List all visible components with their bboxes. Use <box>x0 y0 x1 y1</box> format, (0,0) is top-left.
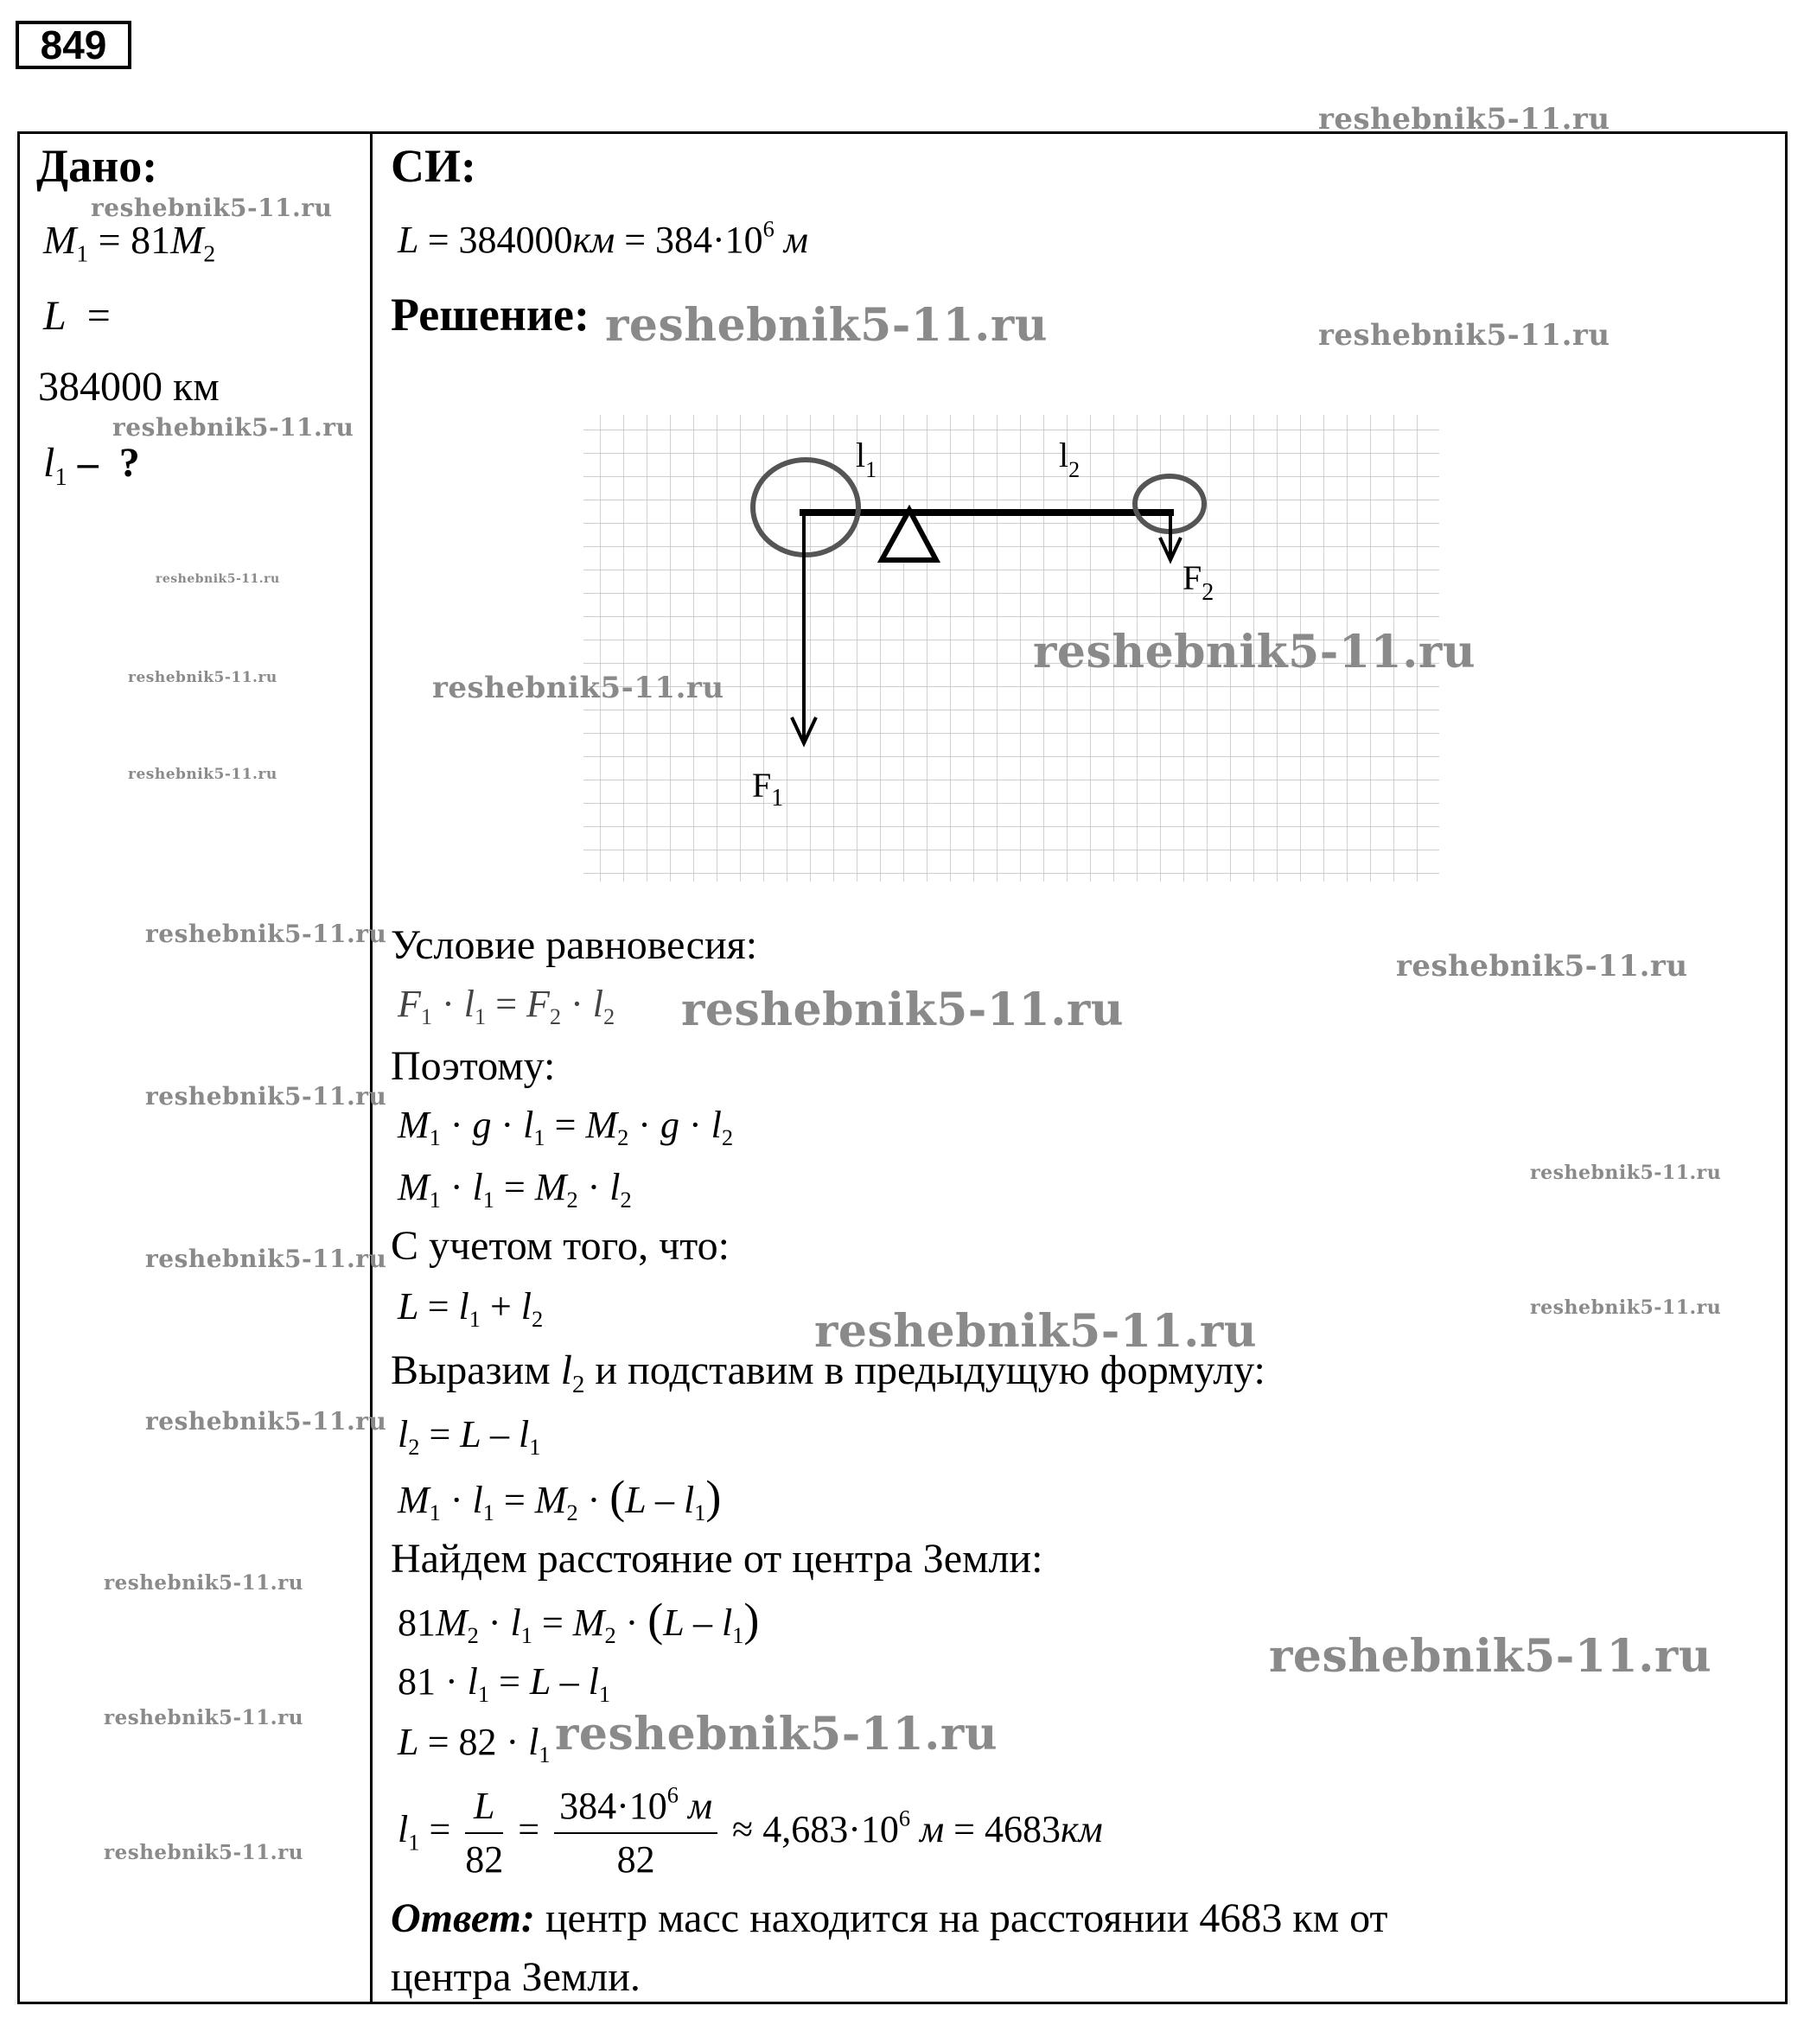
text-express: Выразим $l_2$ и подставим в предыдущую формулу: <box>391 1347 1265 1399</box>
label-l2: $l_2$ <box>1059 436 1080 482</box>
formula-81m2: $81M_2 \cdot l_1 = M_2 \cdot (L - l_1)$ <box>398 1594 760 1649</box>
formula-sum: $L = l_1 + l_2$ <box>398 1285 544 1333</box>
label-f1: $F_1$ <box>752 766 784 812</box>
watermark: reshebnik5-11.ru <box>1318 102 1610 137</box>
text-find: Найдем расстояние от центра Земли: <box>391 1536 1043 1582</box>
watermark: reshebnik5-11.ru <box>145 920 387 948</box>
answer-line-2: центра Земли. <box>391 1954 641 2000</box>
watermark: reshebnik5-11.ru <box>1318 318 1610 353</box>
text-equilibrium: Условие равновесия: <box>391 922 758 968</box>
watermark: reshebnik5-11.ru <box>145 1407 387 1436</box>
watermark: reshebnik5-11.ru <box>91 194 333 222</box>
label-f2: $F_2$ <box>1182 558 1214 606</box>
watermark: reshebnik5-11.ru <box>104 1571 303 1595</box>
watermark: reshebnik5-11.ru <box>432 671 724 705</box>
watermark: reshebnik5-11.ru <box>1396 949 1688 984</box>
formula-forces: $M_1 \cdot g \cdot l_1 = M_2 \cdot g \cdot l_2$ <box>398 1104 734 1151</box>
given-distance-label: L = <box>43 293 111 339</box>
si-heading: СИ: <box>391 140 476 192</box>
formula-l2: $l_2 = L - l_1$ <box>398 1413 541 1461</box>
formula-result: $l_1$ = $\frac{L}{82}$ = $\frac{384\cdot 10^6 м}{82}$ ≈ $4,683\cdot 10^6$ м = 4683км <box>398 1781 1103 1881</box>
si-conversion: $L = 384000км = 384\cdot 10^6$ м <box>398 215 808 261</box>
watermark: reshebnik5-11.ru <box>145 1082 387 1111</box>
watermark: reshebnik5-11.ru <box>681 984 1125 1036</box>
formula-masses: $M_1 \cdot l_1 = M_2 \cdot l_2$ <box>398 1166 632 1213</box>
formula-substituted: $M_1 \cdot l_1 = M_2 \cdot (L - l_1)$ <box>398 1471 722 1526</box>
text-therefore: Поэтому: <box>391 1043 556 1089</box>
watermark: reshebnik5-11.ru <box>1530 1162 1722 1184</box>
given-mass-relation: $M_1 = 81M_2$ <box>43 218 216 267</box>
watermark: reshebnik5-11.ru <box>605 299 1049 352</box>
watermark: reshebnik5-11.ru <box>1269 1630 1712 1683</box>
solution-heading: Решение: <box>391 289 590 341</box>
problem-number: 849 <box>16 21 131 69</box>
watermark: reshebnik5-11.ru <box>112 413 354 442</box>
watermark: reshebnik5-11.ru <box>1033 626 1476 678</box>
given-heading: Дано: <box>36 140 158 192</box>
watermark: reshebnik5-11.ru <box>555 1708 998 1761</box>
watermark: reshebnik5-11.ru <box>814 1305 1258 1358</box>
answer-line-1: Ответ: центр масс находится на расстоянии 4683 км от <box>391 1895 1388 1941</box>
watermark: reshebnik5-11.ru <box>104 1841 303 1864</box>
column-divider <box>370 131 373 2004</box>
given-unknown: $l_1$ – ? <box>43 440 140 492</box>
formula-equilibrium: $F_1 \cdot l_1 = F_2 \cdot l_2$ <box>398 983 615 1030</box>
watermark: reshebnik5-11.ru <box>128 669 277 686</box>
label-l1: $l_1$ <box>856 436 877 482</box>
watermark: reshebnik5-11.ru <box>156 572 280 586</box>
formula-82l1: $L = 82 \cdot l_1$ <box>398 1721 551 1768</box>
given-distance-value: 384000 км <box>38 364 220 410</box>
watermark: reshebnik5-11.ru <box>104 1706 303 1729</box>
watermark: reshebnik5-11.ru <box>1530 1296 1722 1319</box>
formula-81l1: $81 \cdot l_1 = L - l_1$ <box>398 1660 611 1708</box>
watermark: reshebnik5-11.ru <box>145 1245 387 1273</box>
watermark: reshebnik5-11.ru <box>128 766 277 783</box>
text-considering: С учетом того, что: <box>391 1223 730 1269</box>
